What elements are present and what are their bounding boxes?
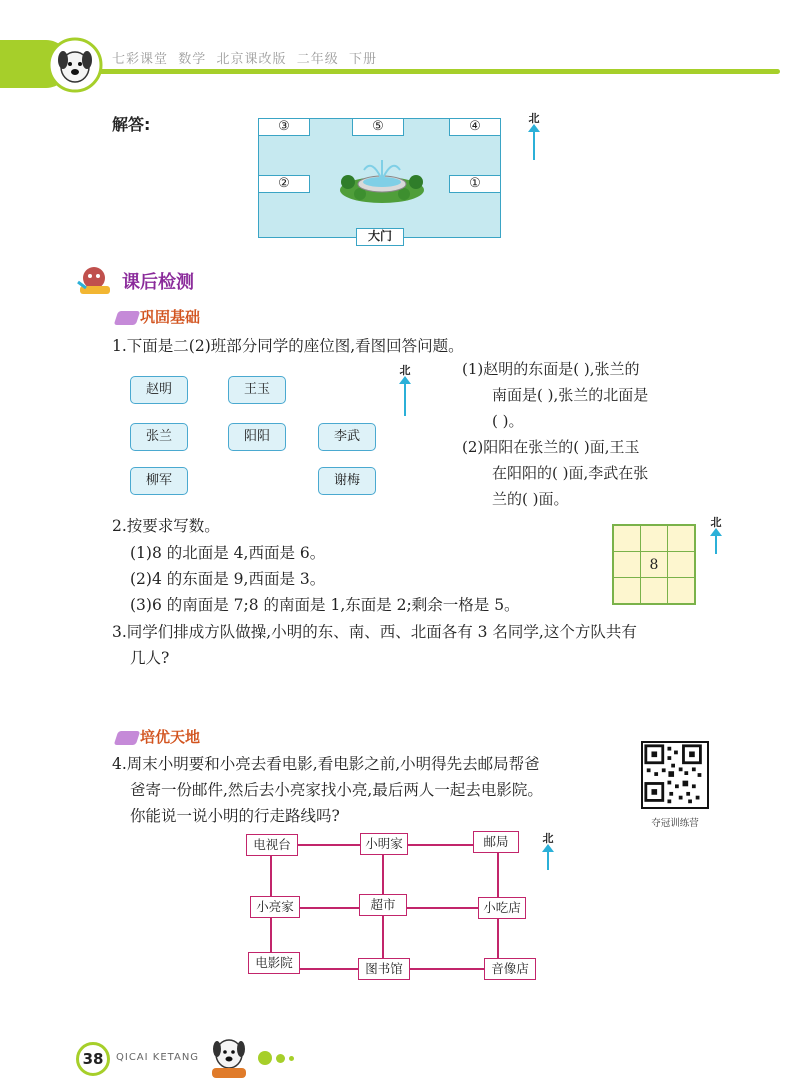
north-arrow-shaft (404, 382, 406, 416)
place-xiaoliang-home: 小亮家 (250, 896, 300, 918)
answer-label: 解答: (112, 115, 151, 134)
grid-cell (613, 551, 641, 578)
qr-label: 夺冠训练营 (651, 818, 699, 829)
q3-line-1: 3.同学们排成方队做操,小明的东、南、西、北面各有 3 名同学,这个方队共有 (112, 623, 637, 641)
place-library: 图书馆 (358, 958, 410, 980)
plaza-slot-1: ① (449, 175, 501, 193)
seat-xiemei: 谢梅 (318, 467, 376, 495)
seat-zhaoming: 赵明 (130, 376, 188, 404)
place-snack-shop: 小吃店 (478, 897, 526, 919)
fountain-icon (338, 150, 426, 206)
place-cinema: 电影院 (248, 952, 300, 974)
seat-liwu: 李武 (318, 423, 376, 451)
north-arrow-shaft (715, 534, 717, 554)
footer-brand: QICAI KETANG (116, 1052, 200, 1063)
q2-item-2: (2)4 的东面是 9,西面是 3。 (130, 570, 326, 588)
q2-item-3: (3)6 的南面是 7;8 的南面是 1,东面是 2;剩余一格是 5。 (130, 596, 520, 614)
q1-stem: 1.下面是二(2)班部分同学的座位图,看图回答问题。 (112, 337, 464, 355)
grid-cell (640, 577, 668, 604)
plaza-gate: 大门 (356, 228, 404, 246)
plaza-slot-4: ④ (449, 118, 501, 136)
plaza-slot-5: ⑤ (352, 118, 404, 136)
basics-title: 巩固基础 (140, 308, 201, 326)
section-title: 课后检测 (122, 272, 194, 293)
footer-dot (258, 1051, 272, 1065)
seat-yangyang: 阳阳 (228, 423, 286, 451)
grid-cell (613, 577, 641, 604)
seat-wangyu: 王玉 (228, 376, 286, 404)
place-supermarket: 超市 (359, 894, 407, 916)
grid-cell (667, 551, 695, 578)
north-label: 北 (542, 832, 554, 845)
book-icon (114, 311, 141, 325)
north-arrow-q2 (706, 514, 726, 564)
book-icon (114, 731, 141, 745)
north-arrow-shaft (533, 130, 535, 160)
place-xiaoming-home: 小明家 (360, 833, 408, 855)
place-music-store: 音像店 (484, 958, 536, 980)
north-arrow-q1 (395, 362, 415, 412)
q1-sub1-line: ( )。 (492, 412, 524, 430)
section-mascot-icon (74, 262, 116, 296)
north-arrow-shaft (547, 850, 549, 870)
advanced-title: 培优天地 (140, 728, 201, 746)
north-label: 北 (528, 112, 540, 125)
place-post-office: 邮局 (473, 831, 519, 853)
seat-liujun: 柳军 (130, 467, 188, 495)
q4-line-3: 你能说一说小明的行走路线吗? (130, 807, 340, 825)
footer-dot (276, 1054, 285, 1063)
q1-sub1 (462, 356, 648, 434)
q2-stem: 2.按要求写数。 (112, 517, 220, 535)
q4-line-1: 4.周末小明要和小亮去看电影,看电影之前,小明得先去邮局帮爸 (112, 755, 540, 773)
q4-line-2: 爸寄一份邮件,然后去小亮家找小亮,最后两人一起去电影院。 (130, 781, 543, 799)
q3-line-2: 几人? (130, 649, 170, 667)
grid-cell (667, 525, 695, 552)
plaza-slot-3: ③ (258, 118, 310, 136)
q1-sub2-line: 在阳阳的( )面,李武在张 (492, 464, 649, 482)
qr-code-icon[interactable] (641, 741, 709, 809)
q1-sub1-line: 南面是( ),张兰的北面是 (492, 386, 649, 404)
north-arrow-answer (524, 110, 544, 160)
number-grid (612, 524, 696, 605)
mascot-dog-icon (46, 36, 104, 94)
footer-dot (289, 1056, 294, 1061)
north-arrow-q4 (538, 830, 558, 880)
q1-sub2-line: 兰的( )面。 (492, 490, 569, 508)
page-number: 38 (76, 1042, 110, 1076)
grid-cell (613, 525, 641, 552)
q1-sub2 (462, 434, 648, 512)
header-bar (60, 69, 780, 74)
header-title: 七彩课堂 数学 北京课改版 二年级 下册 (112, 52, 378, 67)
north-label: 北 (399, 364, 411, 377)
place-tv-station: 电视台 (246, 834, 298, 856)
north-label: 北 (710, 516, 722, 529)
grid-cell (667, 577, 695, 604)
grid-cell-center: 8 (640, 551, 668, 578)
q1-sub2-line: (2)阳阳在张兰的( )面,王玉 (462, 438, 640, 456)
q1-sub1-line: (1)赵明的东面是( ),张兰的 (462, 360, 640, 378)
q2-item-1: (1)8 的北面是 4,西面是 6。 (130, 544, 326, 562)
plaza-slot-2: ② (258, 175, 310, 193)
footer-mascot-icon (204, 1032, 254, 1080)
seat-zhanglan: 张兰 (130, 423, 188, 451)
grid-cell (640, 525, 668, 552)
